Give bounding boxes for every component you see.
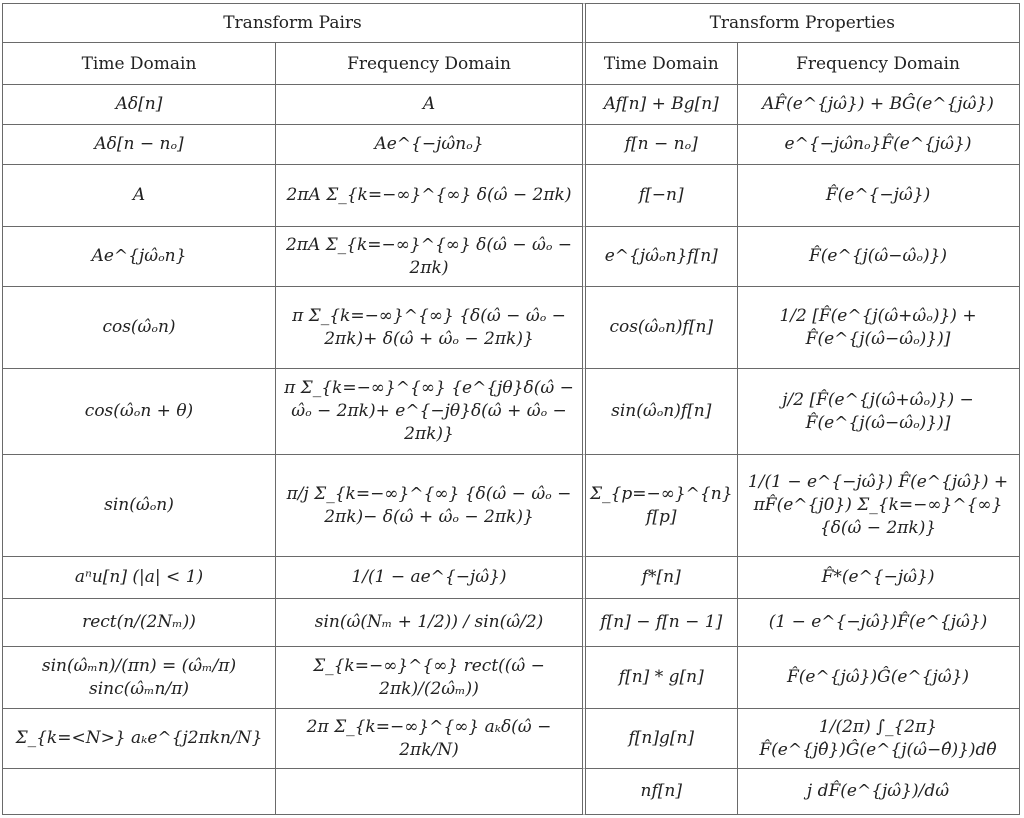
pair-time-cell: Ae^{jω̂ₒn}: [2, 227, 276, 287]
pair-frequency-cell: 2πA Σ_{k=−∞}^{∞} δ(ω̂ − 2πk): [276, 165, 586, 227]
property-frequency-cell: (1 − e^{−jω̂})F̂(e^{jω̂}): [738, 599, 1020, 647]
pair-time-cell: Aδ[n]: [2, 85, 276, 125]
property-time-cell: f[n]g[n]: [586, 709, 738, 769]
table-row: [2, 647, 1020, 709]
pair-time-cell: cos(ω̂ₒn + θ): [2, 369, 276, 455]
pair-frequency-cell: 2πA Σ_{k=−∞}^{∞} δ(ω̂ − ω̂ₒ − 2πk): [276, 227, 586, 287]
pair-time-cell: sin(ω̂ₘn)/(πn) = (ω̂ₘ/π) sinc(ω̂ₘn/π): [2, 647, 276, 709]
pair-frequency-cell: [276, 769, 586, 815]
property-time-cell: cos(ω̂ₒn)f[n]: [586, 287, 738, 369]
property-frequency-cell: F̂(e^{jω̂})Ĝ(e^{jω̂}): [738, 647, 1020, 709]
property-frequency-cell: AF̂(e^{jω̂}) + BĜ(e^{jω̂}): [738, 85, 1020, 125]
property-time-cell: e^{jω̂ₒn}f[n]: [586, 227, 738, 287]
pair-frequency-cell: sin(ω̂(Nₘ + 1/2)) / sin(ω̂/2): [276, 599, 586, 647]
table-row: [2, 227, 1020, 287]
pairs-frequency-domain-header: Frequency Domain: [276, 43, 586, 85]
transform-table: [2, 3, 1020, 815]
table-row: [2, 769, 1020, 815]
property-frequency-cell: 1/2 [F̂(e^{j(ω̂+ω̂ₒ)}) + F̂(e^{j(ω̂−ω̂ₒ)})]: [738, 287, 1020, 369]
property-frequency-cell: j dF̂(e^{jω̂})/dω̂: [738, 769, 1020, 815]
properties-frequency-domain-header: Frequency Domain: [738, 43, 1020, 85]
property-frequency-cell: 1/(2π) ∫_{2π} F̂(e^{jθ̂})Ĝ(e^{j(ω̂−θ̂)})dθ̂: [738, 709, 1020, 769]
column-header-row: [2, 43, 1020, 85]
transform-properties-header: Transform Properties: [586, 3, 1020, 43]
pair-frequency-cell: π Σ_{k=−∞}^{∞} {δ(ω̂ − ω̂ₒ − 2πk)+ δ(ω̂ + ω̂ₒ − 2πk)}: [276, 287, 586, 369]
table-row: [2, 599, 1020, 647]
pair-frequency-cell: π Σ_{k=−∞}^{∞} {e^{jθ}δ(ω̂ − ω̂ₒ − 2πk)+ e^{−jθ}δ(ω̂ + ω̂ₒ − 2πk)}: [276, 369, 586, 455]
table-row: [2, 369, 1020, 455]
property-frequency-cell: F̂(e^{j(ω̂−ω̂ₒ)}): [738, 227, 1020, 287]
pairs-time-domain-header: Time Domain: [2, 43, 276, 85]
transform-pairs-header: Transform Pairs: [2, 3, 586, 43]
table-row: [2, 125, 1020, 165]
table-row: [2, 165, 1020, 227]
pair-time-cell: [2, 769, 276, 815]
table-row: [2, 85, 1020, 125]
property-frequency-cell: 1/(1 − e^{−jω̂}) F̂(e^{jω̂}) + πF̂(e^{j0}) Σ_{k=−∞}^{∞} {δ(ω̂ − 2πk)}: [738, 455, 1020, 557]
property-time-cell: sin(ω̂ₒn)f[n]: [586, 369, 738, 455]
pair-time-cell: Σ_{k=<N>} aₖe^{j2πkn/N}: [2, 709, 276, 769]
pair-time-cell: cos(ω̂ₒn): [2, 287, 276, 369]
property-time-cell: Af[n] + Bg[n]: [586, 85, 738, 125]
pair-time-cell: rect(n/(2Nₘ)): [2, 599, 276, 647]
pair-frequency-cell: Σ_{k=−∞}^{∞} rect((ω̂ − 2πk)/(2ω̂ₘ)): [276, 647, 586, 709]
property-time-cell: f[−n]: [586, 165, 738, 227]
table-row: [2, 557, 1020, 599]
properties-time-domain-header: Time Domain: [586, 43, 738, 85]
pair-frequency-cell: 2π Σ_{k=−∞}^{∞} aₖδ(ω̂ − 2πk/N): [276, 709, 586, 769]
table-row: [2, 455, 1020, 557]
property-time-cell: f[n] * g[n]: [586, 647, 738, 709]
pair-frequency-cell: π/j Σ_{k=−∞}^{∞} {δ(ω̂ − ω̂ₒ − 2πk)− δ(ω̂ + ω̂ₒ − 2πk)}: [276, 455, 586, 557]
transform-table-container: [2, 3, 1020, 815]
group-header-row: [2, 3, 1020, 43]
property-frequency-cell: F̂(e^{−jω̂}): [738, 165, 1020, 227]
property-frequency-cell: F̂*(e^{−jω̂}): [738, 557, 1020, 599]
property-frequency-cell: e^{−jω̂nₒ}F̂(e^{jω̂}): [738, 125, 1020, 165]
property-time-cell: Σ_{p=−∞}^{n} f[p]: [586, 455, 738, 557]
table-row: [2, 287, 1020, 369]
pair-time-cell: Aδ[n − nₒ]: [2, 125, 276, 165]
pair-frequency-cell: Ae^{−jω̂nₒ}: [276, 125, 586, 165]
property-frequency-cell: j/2 [F̂(e^{j(ω̂+ω̂ₒ)}) − F̂(e^{j(ω̂−ω̂ₒ)})]: [738, 369, 1020, 455]
property-time-cell: nf[n]: [586, 769, 738, 815]
property-time-cell: f*[n]: [586, 557, 738, 599]
table-row: [2, 709, 1020, 769]
property-time-cell: f[n − nₒ]: [586, 125, 738, 165]
pair-frequency-cell: 1/(1 − ae^{−jω̂}): [276, 557, 586, 599]
property-time-cell: f[n] − f[n − 1]: [586, 599, 738, 647]
pair-frequency-cell: A: [276, 85, 586, 125]
pair-time-cell: A: [2, 165, 276, 227]
pair-time-cell: sin(ω̂ₒn): [2, 455, 276, 557]
pair-time-cell: aⁿu[n] (|a| < 1): [2, 557, 276, 599]
